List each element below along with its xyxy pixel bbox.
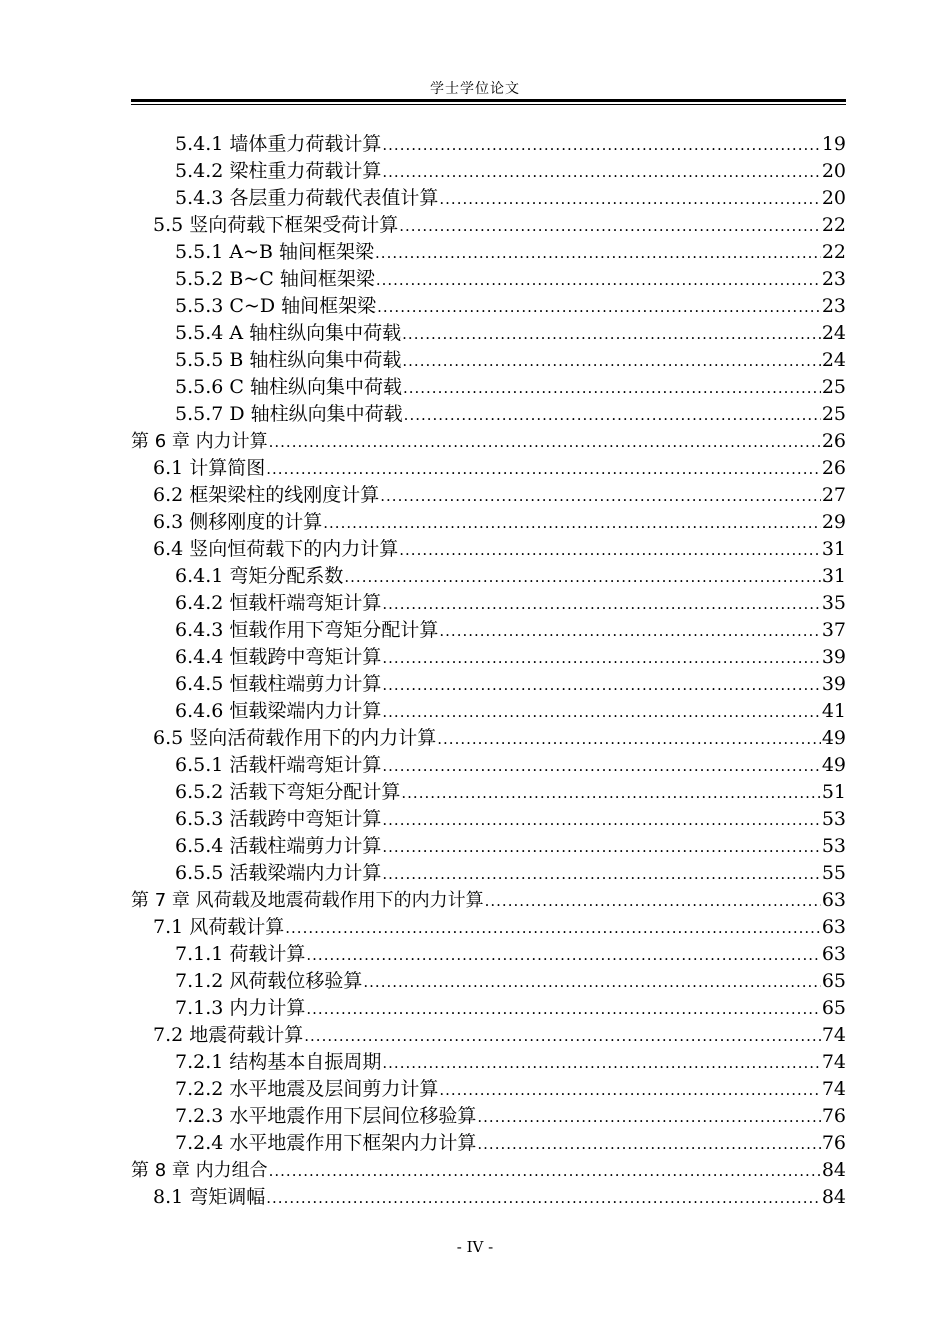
page-number: - IV - [456, 1238, 494, 1256]
toc-entry-page-number: 41 [821, 700, 846, 722]
toc-dot-leader [382, 807, 820, 834]
toc-entry[interactable] [131, 374, 846, 401]
toc-entry-title: 5.5.2 B~C 轴间框架梁 [175, 268, 375, 290]
toc-entry-title: 6.5.5 活载梁端内力计算 [175, 862, 382, 884]
toc-dot-leader [399, 537, 821, 564]
toc-entry-title: 5.5.5 B 轴柱纵向集中荷载 [175, 349, 402, 371]
toc-entry-page-number: 20 [821, 187, 846, 209]
toc-entry[interactable] [131, 698, 846, 725]
toc-entry[interactable] [131, 320, 846, 347]
toc-dot-leader [382, 672, 820, 699]
toc-entry-title: 6.4.1 弯矩分配系数 [175, 565, 344, 587]
toc-dot-leader [382, 132, 820, 159]
toc-dot-leader [376, 267, 821, 294]
header-rule-thin [131, 104, 846, 105]
toc-entry-page-number: 84 [821, 1186, 846, 1208]
toc-entry-page-number: 55 [821, 862, 846, 884]
toc-dot-leader [404, 402, 821, 429]
toc-entry-title: 5.4.3 各层重力荷载代表值计算 [175, 187, 439, 209]
toc-entry-page-number: 49 [821, 727, 846, 749]
toc-dot-leader [323, 510, 821, 537]
toc-entry-page-number: 53 [821, 808, 846, 830]
toc-entry[interactable] [131, 509, 846, 536]
toc-dot-leader [382, 699, 820, 726]
toc-entry-page-number: 35 [821, 592, 846, 614]
toc-entry-page-number: 53 [821, 835, 846, 857]
toc-entry[interactable] [131, 266, 846, 293]
toc-dot-leader [382, 861, 820, 888]
toc-dot-leader [382, 159, 820, 186]
toc-dot-leader [377, 294, 821, 321]
toc-entry[interactable] [131, 563, 846, 590]
toc-entry-title: 6.5.4 活载柱端剪力计算 [175, 835, 382, 857]
toc-entry-page-number: 29 [821, 511, 846, 533]
toc-entry[interactable] [131, 860, 846, 887]
toc-dot-leader [382, 591, 820, 618]
toc-entry-title: 6.4.6 恒载梁端内力计算 [175, 700, 382, 722]
toc-entry-title: 6.4 竖向恒荷载下的内力计算 [153, 538, 399, 560]
toc-entry[interactable] [131, 185, 846, 212]
toc-entry-page-number: 22 [821, 241, 846, 263]
toc-entry-title: 8.1 弯矩调幅 [153, 1186, 266, 1208]
toc-entry-title: 7.2.4 水平地震作用下框架内力计算 [175, 1132, 477, 1154]
toc-dot-leader [401, 780, 820, 807]
toc-entry-page-number: 84 [821, 1159, 846, 1181]
header-rule-thick [131, 99, 846, 102]
toc-entry[interactable] [131, 455, 846, 482]
toc-entry[interactable] [131, 1157, 846, 1184]
toc-entry-title: 5.4.1 墙体重力荷载计算 [175, 133, 382, 155]
toc-entry-page-number: 26 [821, 430, 846, 452]
toc-entry[interactable] [131, 590, 846, 617]
toc-entry-page-number: 23 [821, 268, 846, 290]
toc-entry-page-number: 19 [821, 133, 846, 155]
toc-entry-page-number: 39 [821, 673, 846, 695]
toc-entry[interactable] [131, 995, 846, 1022]
toc-entry[interactable] [131, 644, 846, 671]
toc-entry-title: 7.1.2 风荷载位移验算 [175, 970, 363, 992]
toc-entry-title: 7.2.3 水平地震作用下层间位移验算 [175, 1105, 477, 1127]
toc-entry[interactable] [131, 239, 846, 266]
toc-entry-title: 6.2 框架梁柱的线刚度计算 [153, 484, 380, 506]
toc-entry-title: 第 8 章 内力组合 [131, 1160, 268, 1181]
toc-entry-page-number: 37 [821, 619, 846, 641]
toc-entry-title: 6.5 竖向活荷载作用下的内力计算 [153, 727, 437, 749]
toc-entry-title: 6.3 侧移刚度的计算 [153, 511, 323, 533]
toc-entry[interactable] [131, 1022, 846, 1049]
toc-entry-title: 5.5.4 A 轴柱纵向集中荷载 [175, 322, 402, 344]
toc-dot-leader [402, 321, 821, 348]
toc-entry[interactable] [131, 1130, 846, 1157]
toc-entry-page-number: 63 [821, 943, 846, 965]
toc-entry-title: 5.5.6 C 轴柱纵向集中荷载 [175, 376, 402, 398]
toc-dot-leader [266, 1185, 821, 1212]
toc-entry[interactable] [131, 941, 846, 968]
toc-entry-page-number: 49 [821, 754, 846, 776]
toc-dot-leader [439, 1077, 820, 1104]
toc-entry-page-number: 24 [821, 349, 846, 371]
toc-entry-title: 5.5.3 C~D 轴间框架梁 [175, 295, 377, 317]
toc-entry-title: 7.2.2 水平地震及层间剪力计算 [175, 1078, 439, 1100]
toc-entry-page-number: 39 [821, 646, 846, 668]
toc-entry-title: 5.4.2 梁柱重力荷载计算 [175, 160, 382, 182]
toc-entry-title: 6.4.2 恒载杆端弯矩计算 [175, 592, 382, 614]
toc-dot-leader [269, 1158, 821, 1185]
toc-entry[interactable] [131, 536, 846, 563]
toc-dot-leader [285, 915, 821, 942]
toc-entry-title: 6.5.2 活载下弯矩分配计算 [175, 781, 401, 803]
toc-entry-title: 7.1.1 荷载计算 [175, 943, 306, 965]
toc-dot-leader [402, 348, 820, 375]
toc-entry-page-number: 65 [821, 997, 846, 1019]
toc-dot-leader [437, 726, 821, 753]
toc-dot-leader [439, 618, 820, 645]
toc-entry-title: 6.1 计算简图 [153, 457, 266, 479]
toc-entry-title: 6.5.3 活载跨中弯矩计算 [175, 808, 382, 830]
toc-entry-page-number: 22 [821, 214, 846, 236]
toc-entry-title: 5.5 竖向荷载下框架受荷计算 [153, 214, 399, 236]
toc-entry[interactable] [131, 671, 846, 698]
toc-entry[interactable] [131, 617, 846, 644]
toc-entry-page-number: 63 [821, 916, 846, 938]
toc-entry-title: 6.4.4 恒载跨中弯矩计算 [175, 646, 382, 668]
toc-dot-leader [269, 429, 821, 456]
toc-entry-page-number: 31 [821, 538, 846, 560]
toc-entry[interactable] [131, 725, 846, 752]
toc-entry-page-number: 65 [821, 970, 846, 992]
toc-entry-page-number: 76 [821, 1105, 846, 1127]
toc-entry-page-number: 63 [821, 889, 846, 911]
toc-entry[interactable] [131, 806, 846, 833]
toc-entry-page-number: 27 [821, 484, 846, 506]
toc-entry-page-number: 74 [821, 1024, 846, 1046]
toc-dot-leader [477, 1131, 820, 1158]
toc-dot-leader [306, 996, 820, 1023]
toc-entry[interactable] [131, 482, 846, 509]
toc-entry-page-number: 51 [821, 781, 846, 803]
toc-entry-page-number: 25 [821, 376, 846, 398]
toc-entry-title: 7.1.3 内力计算 [175, 997, 306, 1019]
toc-entry[interactable] [131, 752, 846, 779]
toc-entry-title: 5.5.7 D 轴柱纵向集中荷载 [175, 403, 403, 425]
toc-entry-title: 第 6 章 内力计算 [131, 431, 268, 452]
toc-entry[interactable] [131, 914, 846, 941]
toc-dot-leader [382, 1050, 820, 1077]
toc-entry[interactable] [131, 293, 846, 320]
toc-entry-page-number: 26 [821, 457, 846, 479]
toc-dot-leader [344, 564, 820, 591]
toc-dot-leader [477, 1104, 820, 1131]
toc-entry-title: 6.5.1 活载杆端弯矩计算 [175, 754, 382, 776]
toc-entry[interactable] [131, 1184, 846, 1211]
toc-entry-title: 5.5.1 A~B 轴间框架梁 [175, 241, 375, 263]
toc-entry[interactable] [131, 212, 846, 239]
toc-entry-title: 第 7 章 风荷载及地震荷载作用下的内力计算 [131, 890, 484, 911]
toc-entry-page-number: 74 [821, 1078, 846, 1100]
toc-dot-leader [399, 213, 821, 240]
toc-entry[interactable] [131, 347, 846, 374]
toc-dot-leader [382, 834, 820, 861]
toc-entry-page-number: 24 [821, 322, 846, 344]
toc-dot-leader [266, 456, 821, 483]
toc-dot-leader [375, 240, 821, 267]
toc-entry-page-number: 23 [821, 295, 846, 317]
toc-entry-title: 7.2 地震荷载计算 [153, 1024, 304, 1046]
toc-entry-page-number: 31 [821, 565, 846, 587]
toc-entry[interactable] [131, 428, 846, 455]
toc-dot-leader [382, 753, 820, 780]
toc-dot-leader [403, 375, 821, 402]
toc-entry[interactable] [131, 158, 846, 185]
toc-dot-leader [363, 969, 820, 996]
toc-entry-page-number: 25 [821, 403, 846, 425]
toc-dot-leader [306, 942, 820, 969]
toc-entry[interactable] [131, 779, 846, 806]
toc-entry[interactable] [131, 887, 846, 914]
toc-entry[interactable] [131, 401, 846, 428]
toc-entry-title: 7.2.1 结构基本自振周期 [175, 1051, 382, 1073]
toc-entry-page-number: 76 [821, 1132, 846, 1154]
toc-entry[interactable] [131, 968, 846, 995]
toc-dot-leader [304, 1023, 821, 1050]
table-of-contents [131, 131, 846, 1211]
toc-entry-page-number: 20 [821, 160, 846, 182]
toc-entry-title: 6.4.5 恒载柱端剪力计算 [175, 673, 382, 695]
toc-entry[interactable] [131, 1103, 846, 1130]
toc-dot-leader [439, 186, 820, 213]
toc-entry[interactable] [131, 1049, 846, 1076]
toc-entry[interactable] [131, 131, 846, 158]
toc-entry-title: 6.4.3 恒载作用下弯矩分配计算 [175, 619, 439, 641]
toc-entry-title: 7.1 风荷载计算 [153, 916, 285, 938]
toc-entry-page-number: 74 [821, 1051, 846, 1073]
running-header-title: 学士学位论文 [430, 81, 520, 97]
toc-entry[interactable] [131, 1076, 846, 1103]
toc-dot-leader [380, 483, 821, 510]
toc-dot-leader [382, 645, 820, 672]
toc-entry[interactable] [131, 833, 846, 860]
toc-dot-leader [485, 888, 821, 915]
